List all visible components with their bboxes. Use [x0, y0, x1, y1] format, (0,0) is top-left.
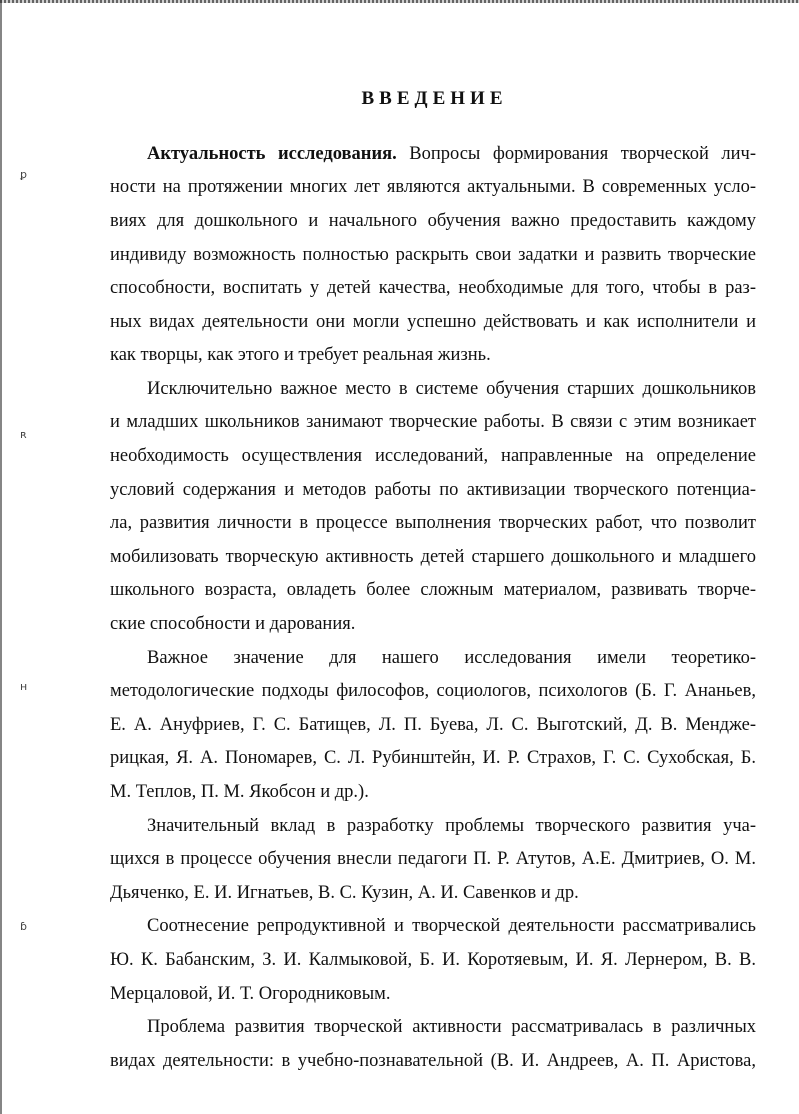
paragraph-line: Актуальность исследования. Вопросы формирования творческой лич- [147, 144, 756, 164]
scan-artifact-mark: ꝑ [20, 168, 27, 181]
paragraph-line: видах деятельности: в учебно-познавательной (В. И. Андреев, А. П. Аристова, [110, 1051, 756, 1071]
scan-edge-top [0, 0, 799, 3]
paragraph-line: рицкая, Я. А. Пономарев, С. Л. Рубинштейн, И. Р. Страхов, Г. С. Сухобская, Б. [110, 748, 756, 768]
paragraph-line: как творцы, как этого и требует реальная жизнь. [110, 345, 491, 365]
paragraph-line: Мерцаловой, И. Т. Огородниковым. [110, 984, 391, 1004]
lead-heading: Актуальность исследования. [147, 144, 397, 164]
paragraph-line: индивиду возможность полностью раскрыть свои задатки и развить творческие [110, 245, 756, 265]
paragraph-line: Е. А. Ануфриев, Г. С. Батищев, Л. П. Буева, Л. С. Выготский, Д. В. Мендже- [110, 715, 756, 735]
paragraph-line: способности, воспитать у детей качества, необходимые для того, чтобы в раз- [110, 278, 756, 298]
paragraph-line: Важное значение для нашего исследования имели теоретико- [147, 648, 756, 668]
paragraph-line: и младших школьников занимают творческие работы. В связи с этим возникает [110, 412, 756, 432]
paragraph-line: необходимость осуществления исследований, направленные на определение [110, 446, 756, 466]
paragraph-line: Значительный вклад в разработку проблемы творческого развития уча- [147, 816, 756, 836]
scan-artifact-mark: ʀ [20, 428, 27, 441]
paragraph-line: Ю. К. Бабанским, З. И. Калмыковой, Б. И. Коротяевым, И. Я. Лернером, В. В. [110, 950, 756, 970]
paragraph-line: щихся в процессе обучения внесли педагоги П. Р. Атутов, А.Е. Дмитриев, О. М. [110, 849, 756, 869]
paragraph-line: ных видах деятельности они могли успешно действовать и как исполнители и [110, 312, 756, 332]
page-title: ВВЕДЕНИЕ [361, 88, 508, 109]
scan-edge-left [0, 0, 2, 1114]
paragraph-line: мобилизовать творческую активность детей старшего дошкольного и младшего [110, 547, 756, 567]
paragraph-line: Дьяченко, Е. И. Игнатьев, В. С. Кузин, А. И. Савенков и др. [110, 883, 579, 903]
paragraph-line: ла, развития личности в процессе выполнения творческих работ, что позволит [110, 513, 756, 533]
paragraph-line: условий содержания и методов работы по активизации творческого потенциа- [110, 480, 756, 500]
paragraph-line: Проблема развития творческой активности рассматривалась в различных [147, 1017, 756, 1037]
paragraph-line: ские способности и дарования. [110, 614, 356, 634]
paragraph-line: ности на протяжении многих лет являются актуальными. В современных усло- [110, 177, 756, 197]
paragraph-line: М. Теплов, П. М. Якобсон и др.). [110, 782, 369, 802]
paragraph-line: Соотнесение репродуктивной и творческой деятельности рассматривались [147, 916, 756, 936]
paragraph-line: виях для дошкольного и начального обучения важно предоставить каждому [110, 211, 756, 231]
scan-artifact-mark: ɓ [20, 920, 27, 933]
paragraph-line: методологические подходы философов, социологов, психологов (Б. Г. Ананьев, [110, 681, 756, 701]
scan-artifact-mark: ʜ [20, 680, 28, 693]
paragraph-line: школьного возраста, овладеть более сложным материалом, развивать творче- [110, 580, 756, 600]
paragraph-line: Исключительно важное место в системе обучения старших дошкольников [147, 379, 756, 399]
